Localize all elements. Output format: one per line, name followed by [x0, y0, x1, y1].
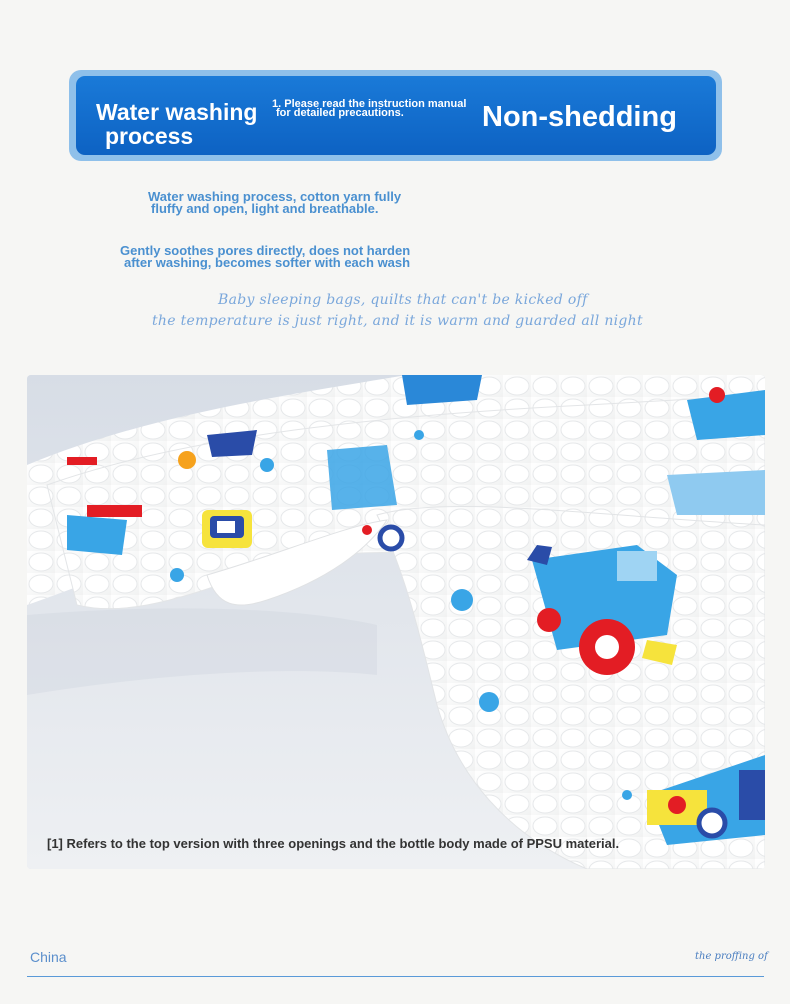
banner-note-line2: for detailed precautions.	[276, 107, 404, 119]
banner-note	[272, 100, 466, 118]
description-2	[120, 245, 410, 269]
description-2-line-b: after washing, becomes softer with each wash	[124, 255, 411, 270]
footer-divider	[27, 976, 764, 977]
script-line-2: the temperature is just right, and it is warm and guarded all night	[152, 313, 643, 329]
header-banner	[76, 76, 716, 155]
script-line-1: Baby sleeping bags, quilts that can't be kicked off	[218, 292, 588, 308]
banner-left-title-line1: Water washing	[96, 99, 258, 125]
product-photo	[27, 375, 765, 869]
footer-country: China	[30, 949, 67, 965]
photo-footnote: [1] Refers to the top version with three openings and the bottle body made of PPSU material.	[47, 836, 620, 851]
description-1-line-b: fluffy and open, light and breathable.	[151, 201, 379, 216]
description-1-line-a: Water washing process, cotton yarn fully	[148, 189, 402, 204]
footer-script: the proffing of	[695, 951, 768, 962]
banner-left-title-line2: process	[105, 123, 194, 149]
muslin-blanket-image	[27, 375, 765, 869]
banner-right-title: Non-shedding	[482, 101, 677, 133]
banner-note-line1: 1. Please read the instruction manual	[272, 98, 467, 110]
description-2-line-a: Gently soothes pores directly, does not harden	[120, 243, 411, 258]
description-1	[148, 191, 401, 215]
banner-left-title	[96, 100, 257, 148]
